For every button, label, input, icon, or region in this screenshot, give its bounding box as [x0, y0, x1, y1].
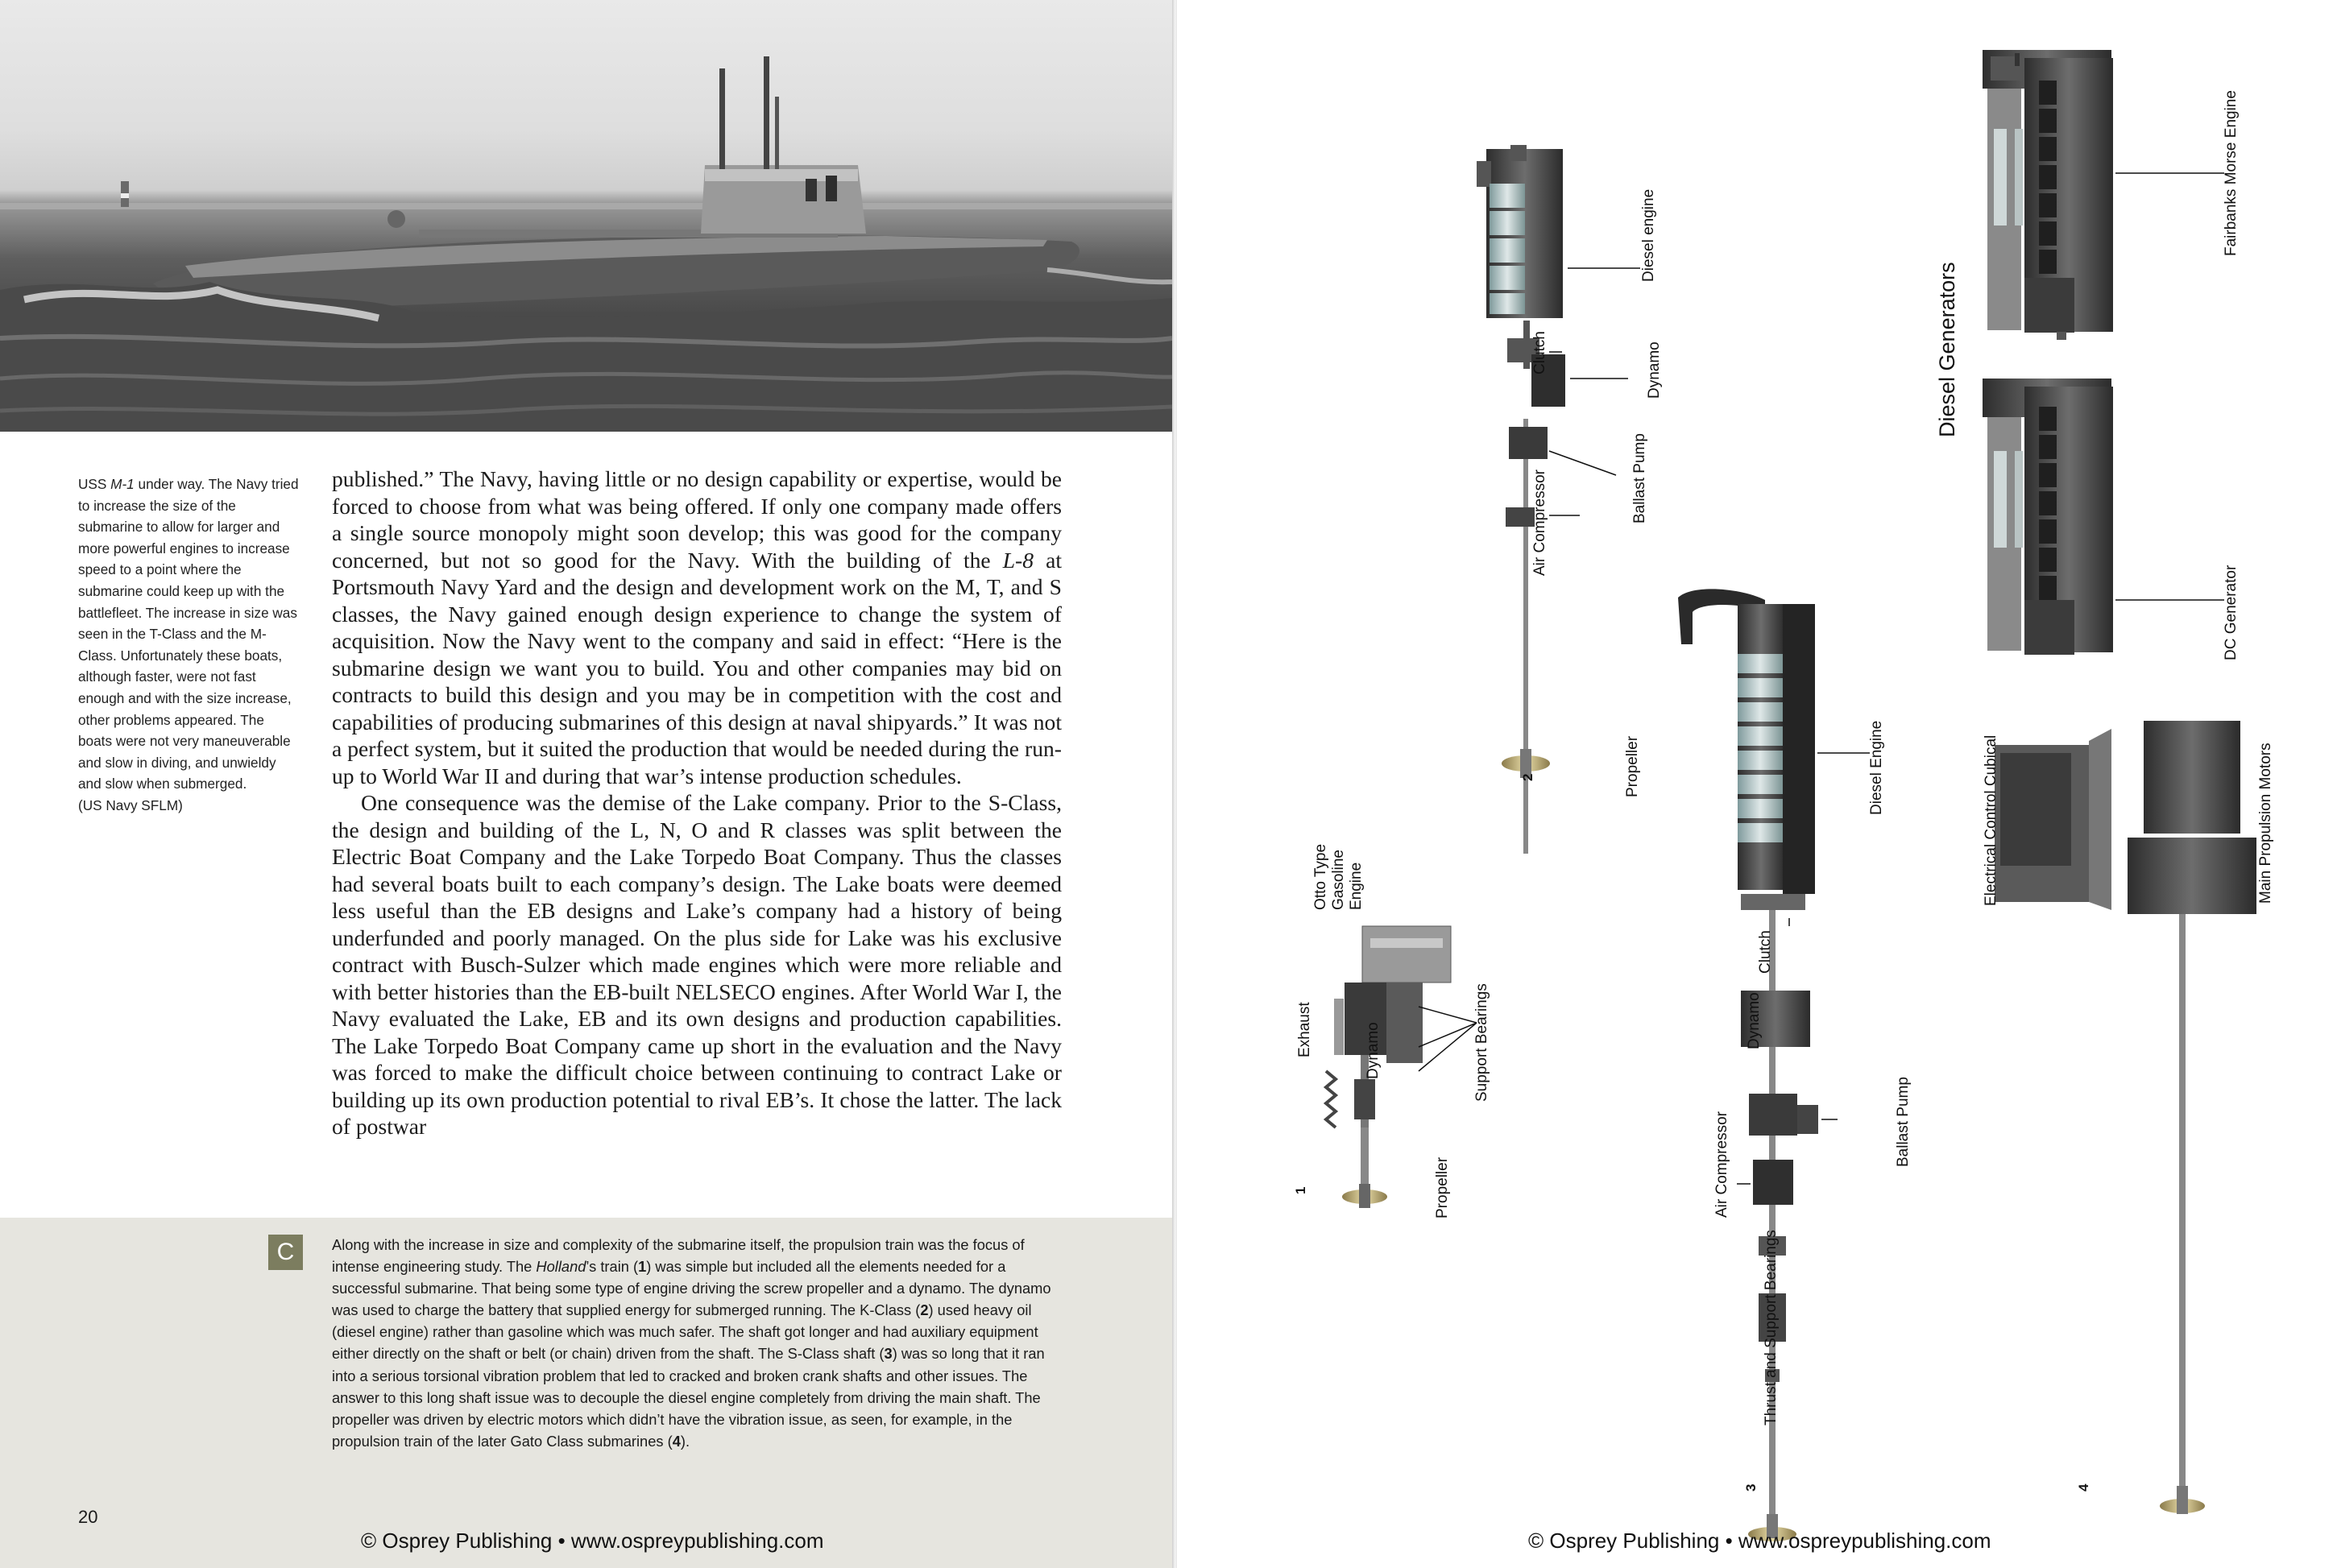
train-1-propeller-label: Propeller [1434, 1156, 1451, 1218]
train-1-exhaust-label: Exhaust [1296, 1002, 1313, 1057]
train-4-number: 4 [2076, 1483, 2091, 1491]
train-2-dynamo-label: Dynamo [1646, 341, 1663, 399]
train-1-drawing [1326, 926, 1451, 1208]
caption-boat-name: M-1 [110, 476, 135, 492]
train-2-number: 2 [1520, 773, 1535, 781]
plate-text: ) was simple but included all the elements needed for a successful submarine. That being some type of engine driving the screw propeller and a dynamo. The dynamo was used to charge the battery that supplied energy for submerged running. The K-Class ( [332, 1258, 1051, 1319]
caption-text: under way. The Navy tried to increase the size of the submarine to allow for larger and more powerful engines to increase speed to a point where the submarine could keep up with the battlefleet. The increase in size was seen in the T-Class and the M-Class. Unfortunately these boats, although faster, were not fast enough and with the size increase, other problems appeared. The boats were not very maneuverable and slow in diving, and unwieldy and slow when submerged. [78, 476, 299, 792]
plate-holland-name: Holland [536, 1258, 586, 1276]
submarine-photo [0, 0, 1172, 432]
plate-ref-number: 2 [920, 1301, 929, 1319]
train-4-drawing [1983, 50, 2256, 1514]
train-1-number: 1 [1293, 1186, 1308, 1194]
train-3-engine-label: Diesel Engine [1868, 720, 1885, 815]
diesel-generators-title: Diesel Generators [1935, 262, 1959, 437]
train-3-drawing [1678, 589, 1818, 1541]
fairbanks-morse-label: Fairbanks Morse Engine [2223, 90, 2240, 256]
main-propulsion-motors-label: Main Propulsion Motors [2257, 743, 2274, 904]
plate-text: ’s train ( [586, 1258, 639, 1276]
train-3-number: 3 [1743, 1483, 1759, 1491]
caption-credit: (US Navy SFLM) [78, 796, 183, 813]
electrical-control-label: Electrical Control Cubical [1983, 734, 1999, 906]
train-1-support-bearings-label: Support Bearings [1473, 983, 1490, 1102]
plate-text: ). [680, 1432, 690, 1450]
plate-text: ) used heavy oil (diesel engine) rather than gasoline which was much safer. The shaft got longer and had auxiliary equipment either directly on the shaft or belt (or chain) driven from the shaft. The S-Class shaft ( [332, 1301, 1038, 1363]
submarine-photo-drawing [0, 0, 1172, 432]
footer-copyright-right: © Osprey Publishing • www.ospreypublishing.com [1528, 1529, 1991, 1553]
plate-text: Along with the increase in size and complexity of the submarine itself, the propulsion train was the focus of intense engineering study. The [332, 1236, 1025, 1276]
right-page [1177, 0, 2337, 1568]
train-2-engine-label: Diesel engine [1640, 188, 1657, 282]
train-2-ballast-label: Ballast Pump [1631, 433, 1648, 523]
propulsion-train-plates [1177, 0, 2337, 1568]
train-2-air-compressor-label: Air Compressor [1531, 470, 1548, 576]
plate-letter-badge: C [268, 1235, 303, 1270]
train-2-propeller-label: Propeller [1624, 735, 1641, 797]
photo-caption [78, 474, 300, 817]
plate-ref-number: 3 [884, 1345, 893, 1363]
caption-prefix: USS [78, 476, 111, 492]
page-number: 20 [78, 1507, 98, 1527]
plate-ref-number: 1 [638, 1258, 647, 1276]
body-paragraph-1-part-b: at Portsmouth Navy Yard and the design and development work on the M, T, and S classes, the Navy gained enough design experience to change the system of acquisition. Now the Navy went to the company and said in effect: “Here is the submarine design we want you to build. You and other companies may bid on contracts to build this design and you may be in competition with the cost and capabilities of producing submarines of this design at naval shipyards.” It was not a perfect system, but it suited the production that would be needed during the run-up to World War II and during that war’s intense production schedules. [332, 547, 1062, 788]
plate-description [332, 1234, 1065, 1452]
train-3-ballast-label: Ballast Pump [1895, 1077, 1912, 1167]
body-paragraph-1 [332, 465, 1062, 789]
body-paragraph-2: One consequence was the demise of the Lake company. Prior to the S-Class, the design and building of the L, N, O and R classes was split between the Electric Boat Company and the Lake Torpedo Boat Company. Thus the classes had several boats built to each company’s design. The Lake boats were deemed less useful than the EB designs and Lake’s company had a history of being underfunded and poorly managed. On the plus side for Lake was his exclusive contract with Busch-Sulzer which made engines which were more reliable and with better histories than the EB-built NELSECO engines. After World War I, the Navy evaluated the Lake, EB and its own designs and production capabilities. The Lake Torpedo Boat Company came up short in the evaluation and the Navy was forced to make the difficult choice between continuing to contract Lake or building up its own production potential to rival EB’s. It chose the latter. The lack of postwar [332, 790, 1062, 1139]
train-3-clutch-label: Clutch [1757, 930, 1774, 974]
plate-ref-number: 4 [672, 1432, 681, 1450]
train-2-clutch-label: Clutch [1531, 331, 1548, 374]
train-2-drawing [1477, 145, 1565, 854]
dc-generator-label: DC Generator [2223, 565, 2240, 660]
train-1-engine-label: Otto TypeGasolineEngine [1312, 843, 1365, 910]
main-body-text [332, 465, 1062, 1140]
body-boat-name: L-8 [1002, 547, 1034, 573]
train-1-dynamo-label: Dynamo [1365, 1022, 1382, 1079]
train-3-dynamo-label: Dynamo [1746, 992, 1763, 1049]
body-paragraph-1-part-a: published.” The Navy, having little or no design capability or expertise, would be forced to choose from what was being offered. If only one company made offers a single source monopoly might soon develop; this was good for the company concerned, but not so good for the Navy. With the building of the [332, 466, 1062, 573]
train-3-thrust-bearings-label: Thrust and Support Bearings [1763, 1230, 1780, 1425]
train-3-air-compressor-label: Air Compressor [1713, 1111, 1730, 1218]
footer-copyright-left: © Osprey Publishing • www.ospreypublishing.com [361, 1529, 824, 1553]
plate-text: ) was so long that it ran into a serious torsional vibration problem that led to cracked and broken crank shafts and other issues. The answer to this long shaft issue was to decouple the diesel engine completely from driving the main shaft. The propeller was driven by electric motors which didn’t have the vibration issue, as seen, for example, in the propulsion train of the later Gato Class submarines ( [332, 1345, 1045, 1450]
